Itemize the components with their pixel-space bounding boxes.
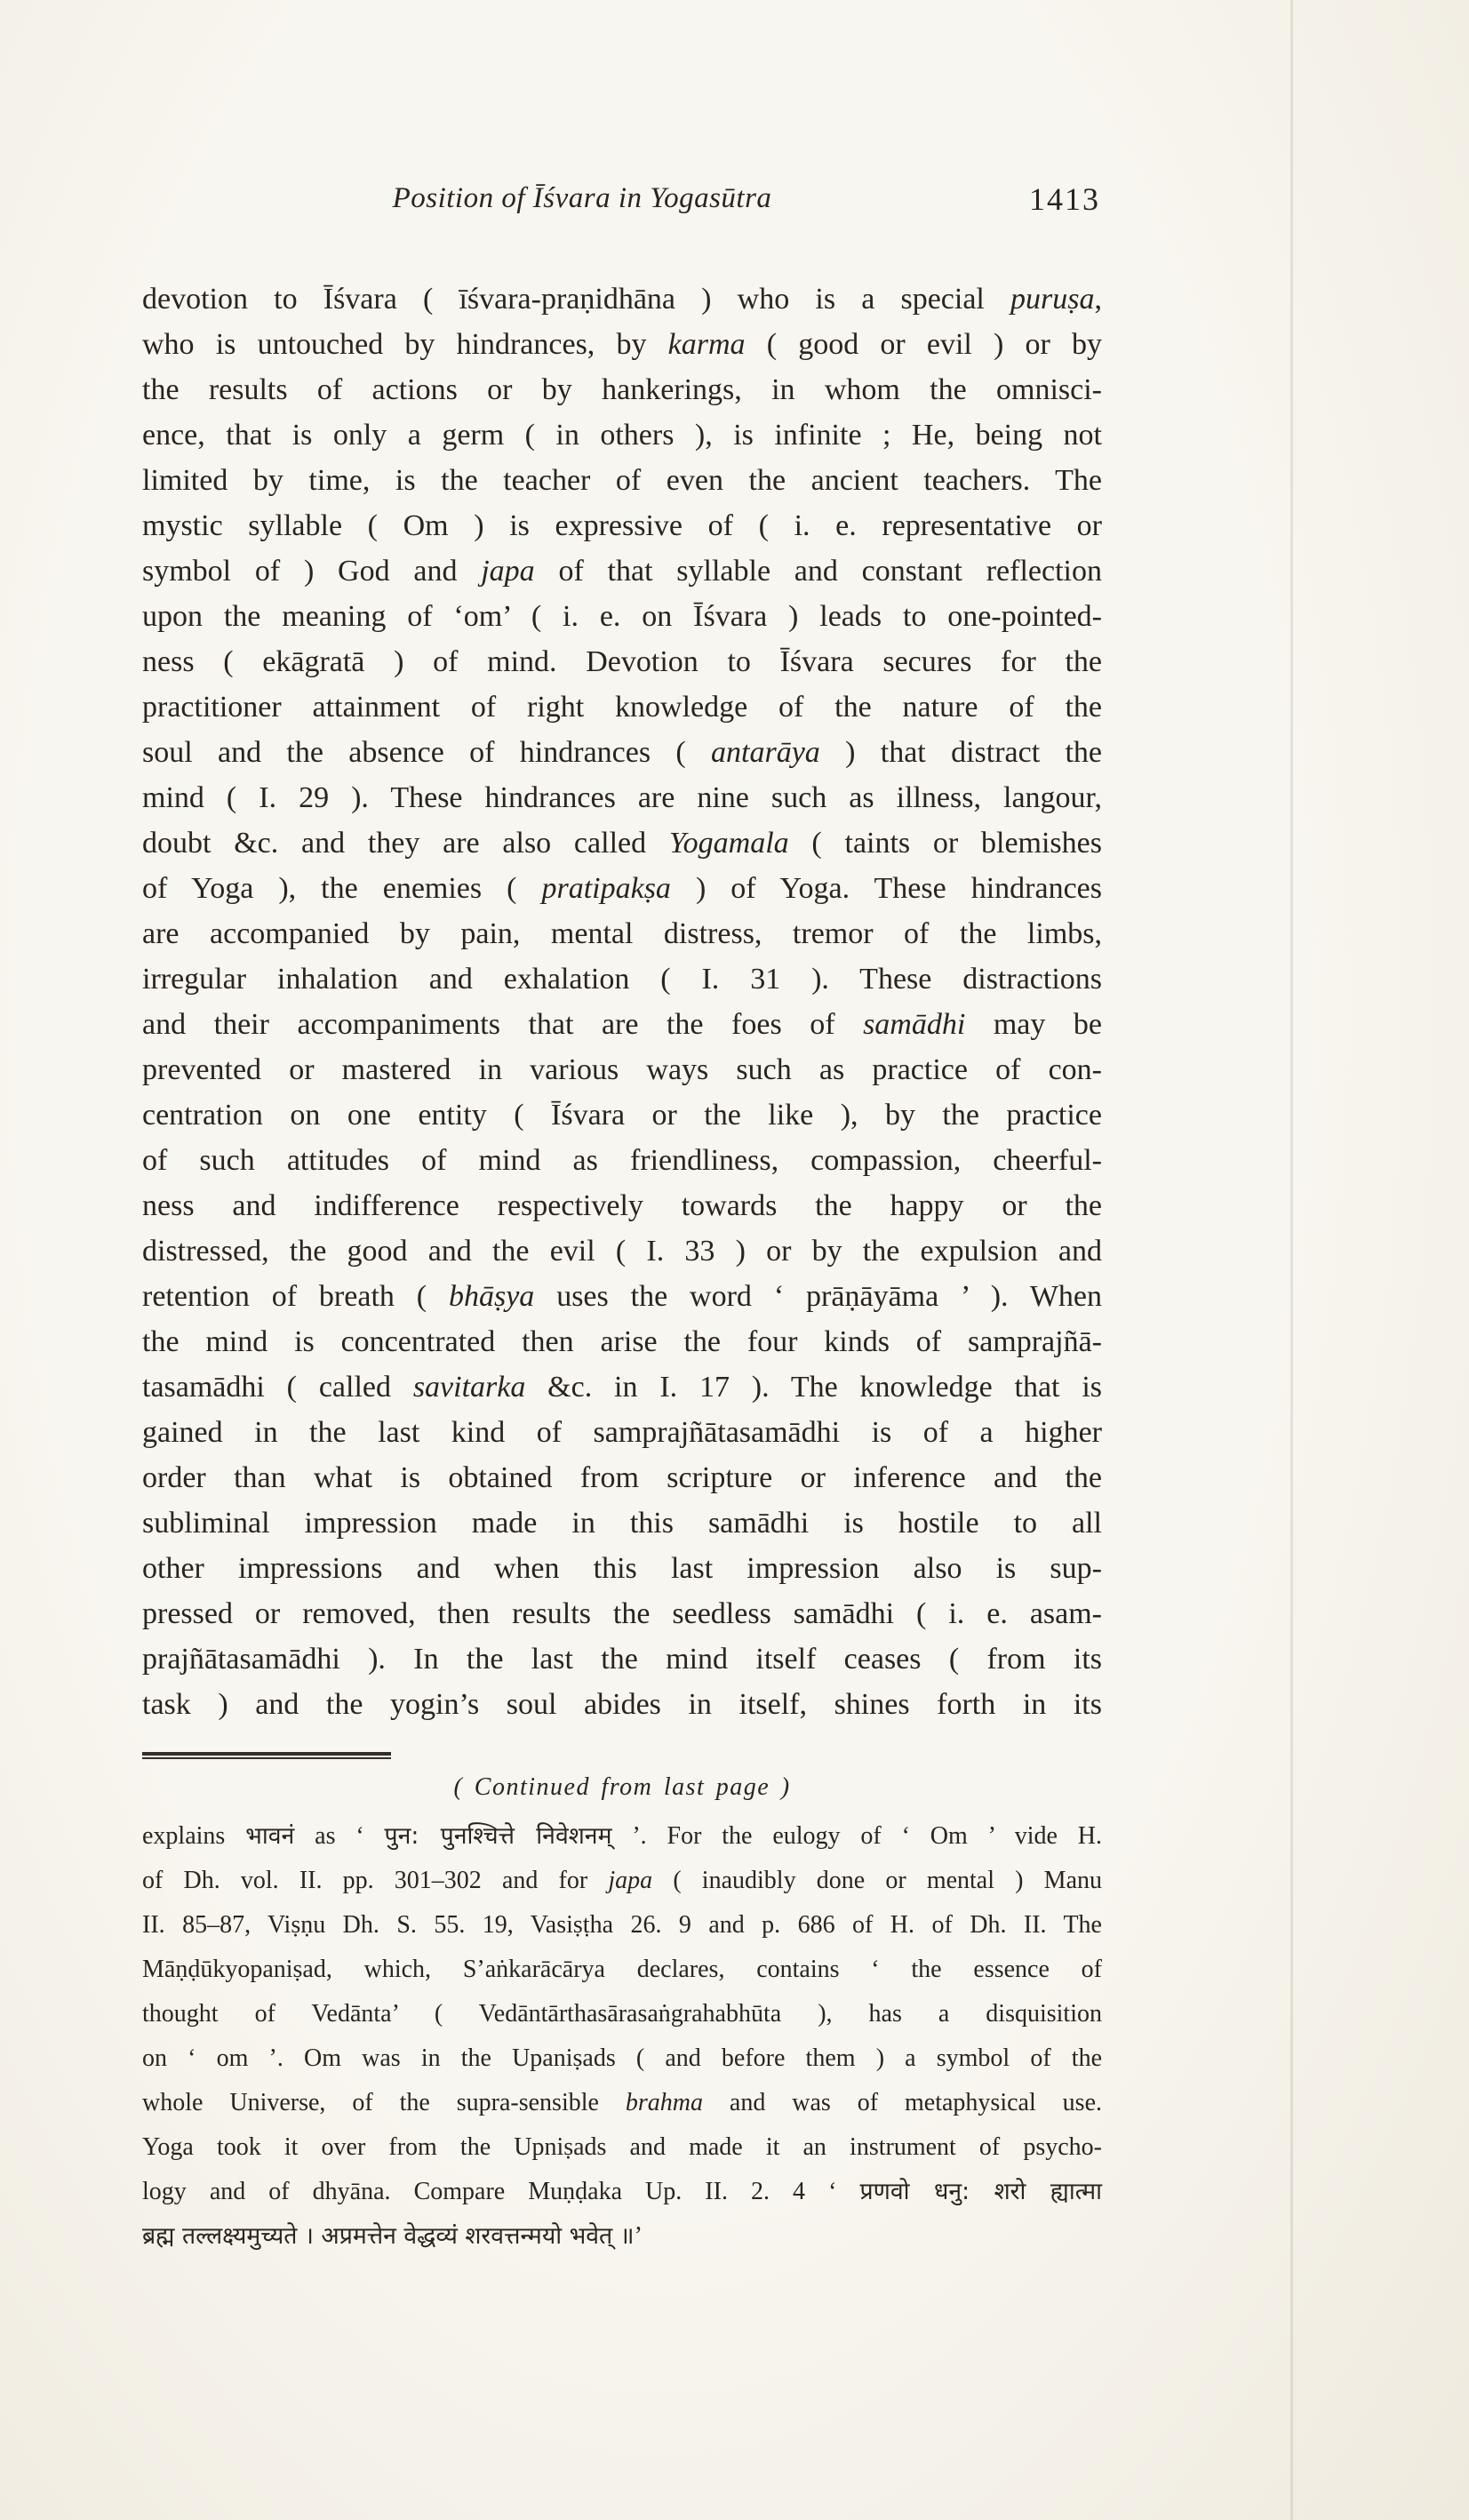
text-segment: who is untouched by hindrances, by [142, 328, 668, 361]
text-segment: prajñātasamādhi ). In the last the mind itself ceases ( from its [142, 1643, 1102, 1676]
text-segment: practitioner attainment of right knowledge of the nature of the [142, 691, 1102, 724]
text-line [142, 1500, 1102, 1546]
text-line [142, 1859, 1102, 1903]
text-line [142, 775, 1102, 820]
text-segment: पुन: पुनश्चित्ते निवेशनम् [384, 1822, 612, 1850]
text-segment: puruṣa [1010, 283, 1095, 316]
text-segment: , [1094, 283, 1102, 316]
text-segment: limited by time, is the teacher of even the ancient teachers. The [142, 464, 1102, 497]
text-segment: of such attitudes of mind as friendliness, compassion, cheerful- [142, 1144, 1102, 1177]
text-line [142, 458, 1102, 503]
text-segment: mystic syllable ( Om ) is expressive of ( i. e. representative or [142, 509, 1102, 542]
text-line [142, 1992, 1102, 2036]
text-column [142, 182, 1102, 2259]
page-number: 1413 [1029, 181, 1100, 217]
text-segment: ’. For the eulogy of ‘ Om ’ vide H. [611, 1822, 1102, 1850]
text-line [142, 2036, 1102, 2081]
text-segment: distressed, the good and the evil ( I. 33 ) or by the expulsion and [142, 1235, 1102, 1268]
text-segment: Yogamala [668, 827, 789, 860]
text-line [142, 1948, 1102, 1992]
text-segment: retention of breath ( [142, 1280, 449, 1313]
text-line [142, 956, 1102, 1002]
text-line [142, 367, 1102, 412]
text-line [142, 1228, 1102, 1274]
text-segment: mind ( I. 29 ). These hindrances are nine such as illness, langour, [142, 781, 1102, 814]
text-segment: japa [608, 1867, 653, 1894]
text-segment: whole Universe, of the supra-sensible [142, 2089, 626, 2116]
text-segment: भावनं [245, 1822, 295, 1850]
text-segment: gained in the last kind of samprajñātasamādhi is of a higher [142, 1416, 1102, 1449]
text-segment: tasamādhi ( called [142, 1371, 413, 1404]
text-segment: subliminal impression made in this samādhi is hostile to all [142, 1507, 1102, 1540]
text-segment: &c. in I. 17 ). The knowledge that is [525, 1371, 1102, 1404]
text-segment: may be [965, 1008, 1102, 1041]
text-segment: pratipakṣa [541, 872, 671, 905]
text-line [142, 684, 1102, 730]
text-line [142, 1319, 1102, 1364]
text-line [142, 1002, 1102, 1047]
text-segment: karma [667, 328, 746, 361]
text-segment: ( taints or blemishes [788, 827, 1102, 860]
page-fold-line [1290, 0, 1293, 2520]
text-segment: ) of Yoga. These hindrances [670, 872, 1102, 905]
text-segment: uses the word ‘ prāṇāyāma ’ ). When [534, 1280, 1103, 1313]
text-line [142, 412, 1102, 458]
text-segment: task ) and the yogin’s soul abides in itself, shines forth in its [142, 1688, 1102, 1721]
text-segment: thought of Vedānta’ ( Vedāntārthasārasaṅgrahabhūta ), has a disquisition [142, 2000, 1102, 2028]
page-header [142, 182, 1102, 223]
text-line [142, 276, 1102, 322]
body-text [142, 276, 1102, 1727]
text-segment: प्रणवो धनु: शरो ह्यात्मा [859, 2178, 1102, 2205]
text-segment: prevented or mastered in various ways such as practice of con- [142, 1053, 1102, 1086]
text-line [142, 730, 1102, 775]
text-line [142, 1092, 1102, 1138]
text-line [142, 548, 1102, 594]
text-line [142, 1682, 1102, 1727]
text-segment: bhāṣya [448, 1280, 535, 1313]
text-line [142, 1183, 1102, 1228]
text-segment: antarāya [711, 736, 820, 769]
footnote-continued: ( Continued from last page ) [453, 1773, 791, 1801]
text-segment: as ‘ [294, 1822, 385, 1850]
text-line [142, 2170, 1102, 2214]
text-segment: brahma [625, 2089, 703, 2116]
text-segment: of that syllable and constant reflection [534, 555, 1102, 588]
text-line [142, 1047, 1102, 1092]
running-title: Position of Īśvara in Yogasūtra [392, 182, 772, 214]
text-line [142, 866, 1102, 911]
text-segment: of Yoga ), the enemies ( [142, 872, 542, 905]
text-segment: and was of metaphysical use. [703, 2089, 1102, 2116]
text-segment: soul and the absence of hindrances ( [142, 736, 712, 769]
text-line [142, 322, 1102, 367]
footnote-rule [142, 1752, 391, 1759]
text-segment: samādhi [863, 1008, 966, 1041]
text-line [142, 2214, 1102, 2259]
text-line [142, 1636, 1102, 1682]
text-segment: other impressions and when this last impression also is sup- [142, 1552, 1102, 1585]
text-segment: logy and of dhyāna. Compare Muṇḍaka Up. II. 2. 4 ‘ [142, 2178, 860, 2205]
text-segment: and their accompaniments that are the foes of [142, 1008, 864, 1041]
text-line [142, 1903, 1102, 1948]
text-line [142, 639, 1102, 684]
text-line [142, 594, 1102, 639]
text-segment: are accompanied by pain, mental distress, tremor of the limbs, [142, 917, 1102, 950]
text-line [142, 1455, 1102, 1500]
text-segment: pressed or removed, then results the seedless samādhi ( i. e. asam- [142, 1597, 1102, 1630]
text-segment: ’ [634, 2222, 643, 2250]
text-segment: symbol of ) God and [142, 555, 482, 588]
text-segment: centration on one entity ( Īśvara or the like ), by the practice [142, 1099, 1102, 1132]
text-line [142, 1814, 1102, 1859]
text-line [142, 820, 1102, 866]
text-segment: upon the meaning of ‘om’ ( i. e. on Īśvara ) leads to one-pointed- [142, 600, 1102, 633]
text-segment: Māṇḍūkyopaniṣad, which, S’aṅkarācārya declares, contains ‘ the essence of [142, 1956, 1102, 1983]
text-segment: ness ( ekāgratā ) of mind. Devotion to Īśvara secures for the [142, 645, 1102, 678]
text-segment: doubt &c. and they are also called [142, 827, 669, 860]
text-segment: ness and indifference respectively towards the happy or the [142, 1189, 1102, 1222]
text-segment: ence, that is only a germ ( in others ), is infinite ; He, being not [142, 419, 1102, 452]
text-segment: order than what is obtained from scripture or inference and the [142, 1461, 1102, 1494]
text-segment: the results of actions or by hankerings, in whom the omnisci- [142, 373, 1102, 406]
text-line [142, 503, 1102, 548]
text-segment: ब्रह्म तल्लक्ष्यमुच्यते । अप्रमत्तेन वेद्धव्यं शरवत्तन्मयो भवेत् ॥ [142, 2222, 635, 2250]
text-line [142, 2125, 1102, 2170]
text-segment: ( inaudibly done or mental ) Manu [652, 1867, 1102, 1894]
text-segment: ) that distract the [819, 736, 1102, 769]
text-line [142, 1410, 1102, 1455]
footnote-text [142, 1814, 1102, 2259]
text-segment: the mind is concentrated then arise the four kinds of samprajñā- [142, 1325, 1102, 1358]
text-segment: savitarka [412, 1371, 526, 1404]
text-line [142, 1364, 1102, 1410]
text-segment: explains [142, 1822, 246, 1850]
text-segment: Yoga took it over from the Upniṣads and made it an instrument of psycho- [142, 2133, 1102, 2161]
text-segment: on ‘ om ’. Om was in the Upaniṣads ( and before them ) a symbol of the [142, 2044, 1102, 2072]
text-segment: of Dh. vol. II. pp. 301–302 and for [142, 1867, 609, 1894]
text-line [142, 2081, 1102, 2125]
text-line [142, 1274, 1102, 1319]
text-line [142, 1546, 1102, 1591]
text-line [142, 1591, 1102, 1636]
text-segment: devotion to Īśvara ( īśvara-praṇidhāna ) who is a special [142, 283, 1011, 316]
text-line [142, 911, 1102, 956]
text-segment: irregular inhalation and exhalation ( I. 31 ). These distractions [142, 963, 1102, 996]
text-segment: ( good or evil ) or by [745, 328, 1102, 361]
text-segment: japa [481, 555, 535, 588]
text-line [142, 1138, 1102, 1183]
text-segment: II. 85–87, Viṣṇu Dh. S. 55. 19, Vasiṣṭha 26. 9 and p. 686 of H. of Dh. II. The [142, 1911, 1102, 1939]
